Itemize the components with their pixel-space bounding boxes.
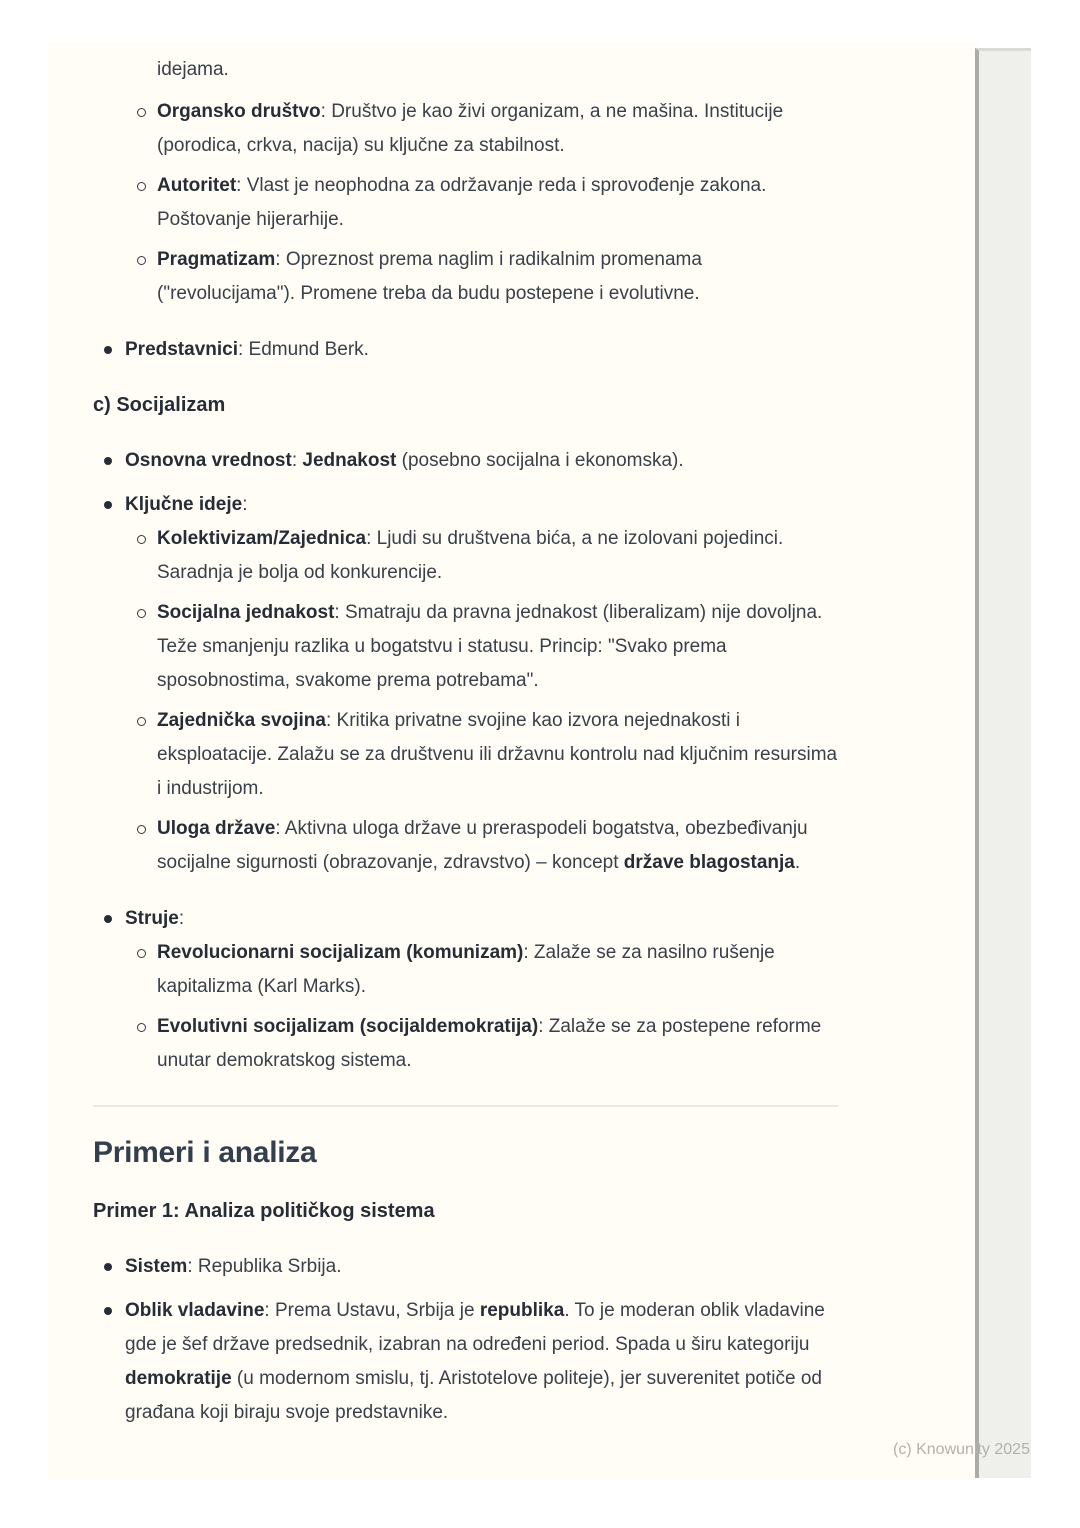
list-item-level2: Zajednička svojina: Kritika privatne svojine kao izvora nejednakosti i eksploatacije. Zalažu se za društvenu ili državnu kontrolu nad ključnim resursima i industrijom. (93, 704, 838, 806)
bullet-disc-icon (104, 1307, 112, 1315)
list-item-level2: Pragmatizam: Opreznost prema naglim i radikalnim promenama ("revolucijama"). Promene treba da budu postepene i evolutivne. (93, 243, 838, 311)
list-item-level2: Socijalna jednakost: Smatraju da pravna jednakost (liberalizam) nije dovoljna. Teže smanjenju razlika u bogatstvu i statusu. Princip: "Svako prema sposobnostima, svakome prema potrebama". (93, 596, 838, 698)
list-item-level2: Organsko društvo: Društvo je kao živi organizam, a ne mašina. Institucije (porodica, crkva, nacija) su ključne za stabilnost. (93, 95, 838, 163)
bullet-disc-icon (104, 457, 112, 465)
subsection-heading: c) Socijalizam (93, 394, 226, 416)
list-item-level2: Revolucionarni socijalizam (komunizam): Zalaže se za nasilno rušenje kapitalizma (Karl Marks). (93, 936, 838, 1004)
bullet-circle-icon (137, 949, 146, 958)
section-heading: Primeri i analiza (93, 1136, 317, 1169)
list-item-level1: Sistem: Republika Srbija. (93, 1250, 838, 1284)
bullet-disc-icon (104, 346, 112, 354)
bullet-circle-icon (137, 182, 146, 191)
bullet-circle-icon (137, 108, 146, 117)
bullet-circle-icon (137, 256, 146, 265)
list-item-level2: Kolektivizam/Zajednica: Ljudi su društvena bića, a ne izolovani pojedinci. Saradnja je bolja od konkurencije. (93, 522, 838, 590)
bullet-circle-icon (137, 535, 146, 544)
bullet-disc-icon (104, 501, 112, 509)
document-page (48, 42, 978, 1480)
bullet-circle-icon (137, 1023, 146, 1032)
bullet-circle-icon (137, 825, 146, 834)
bullet-disc-icon (104, 915, 112, 923)
document-content (93, 53, 838, 1430)
bullet-disc-icon (104, 1263, 112, 1271)
list-item-level1: Predstavnici: Edmund Berk. (93, 333, 838, 367)
scrollbar-track[interactable] (975, 48, 1031, 1478)
list-item-level2: Uloga države: Aktivna uloga države u preraspodeli bogatstva, obezbeđivanju socijalne sigurnosti (obrazovanje, zdravstvo) – koncept države blagostanja. (93, 812, 838, 880)
bullet-circle-icon (137, 609, 146, 618)
list-item-level2: Evolutivni socijalizam (socijaldemokratija): Zalaže se za postepene reforme unutar demokratskog sistema. (93, 1010, 838, 1078)
paragraph-continuation: idejama. (157, 59, 229, 80)
list-item-level1: Osnovna vrednost: Jednakost (posebno socijalna i ekonomska). (93, 444, 838, 478)
subsection-heading: Primer 1: Analiza političkog sistema (93, 1200, 435, 1222)
list-item-level1: Ključne ideje: (93, 488, 838, 522)
bullet-circle-icon (137, 717, 146, 726)
list-item-level1: Oblik vladavine: Prema Ustavu, Srbija je republika. To je moderan oblik vladavine gde je šef države predsednik, izabran na određeni period. Spada u širu kategoriju demokratije (u modernom smislu, tj. Aristotelove politeje), jer suverenitet potiče od građana koji biraju svoje predstavnike. (93, 1294, 838, 1430)
list-item-level2: Autoritet: Vlast je neophodna za održavanje reda i sprovođenje zakona. Poštovanje hijerarhije. (93, 169, 838, 237)
watermark: (c) Knowunity 2025 (893, 1441, 1030, 1458)
list-item-level1: Struje: (93, 902, 838, 936)
divider (93, 1105, 838, 1107)
